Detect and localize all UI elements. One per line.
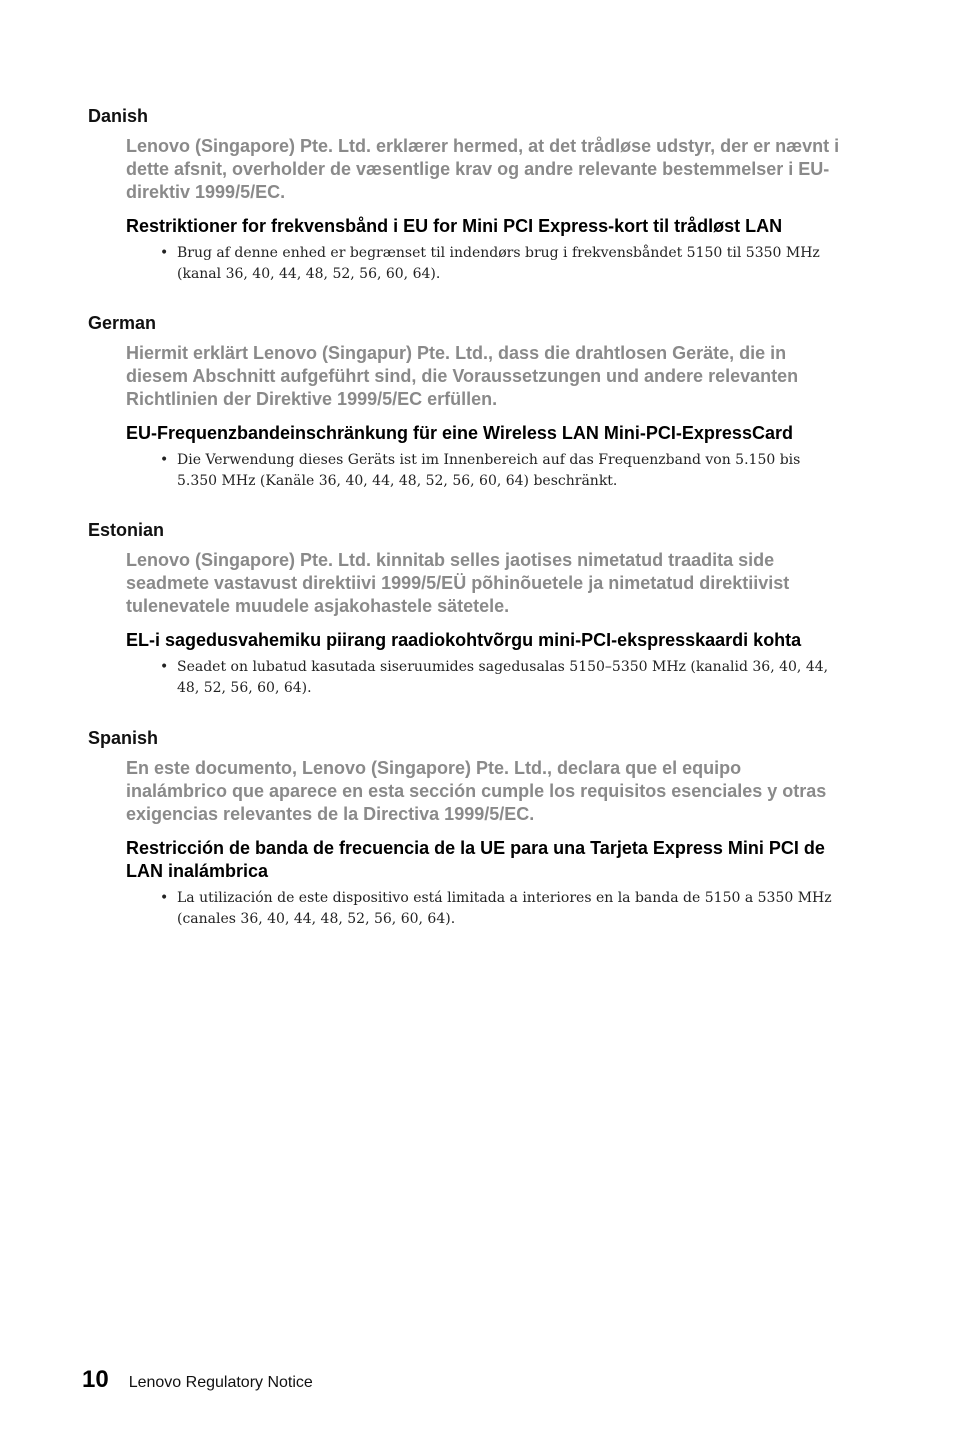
- bullet-text: La utilización de este dispositivo está limitada a interiores en la banda de 5150 a 5350 MHz (canales 36, 40, 44, 48, 52, 56, 60, 64).: [177, 890, 832, 927]
- language-heading: Spanish: [88, 728, 159, 748]
- bullet-text: Seadet on lubatud kasutada siseruumides sagedusalas 5150–5350 MHz (kanalid 36, 40, 44, 48, 52, 56, 60, 64).: [177, 659, 829, 696]
- declaration-text: En este documento, Lenovo (Singapore) Pte. Ltd., declara que el equipo inalámbrico que aparece en esta sección cumple los requisitos esenciales y otras exigencias relevantes de la Directiva 1999/5/EC.: [126, 758, 827, 824]
- restriction-heading: Restricción de banda de frecuencia de la UE para una Tarjeta Express Mini PCI de LAN inalámbrica: [126, 838, 825, 881]
- page-number: 10: [82, 1366, 109, 1393]
- declaration-text: Lenovo (Singapore) Pte. Ltd. kinnitab selles jaotises nimetatud traadita side seadmete vastavust direktiivi 1999/5/EÜ põhinõuetele ja nimetatud direktiivist tulenevatele muudele asjakohastele sätetele.: [126, 550, 790, 616]
- declaration-text: Hiermit erklärt Lenovo (Singapur) Pte. Ltd., dass die drahtlosen Geräte, die in diesem Abschnitt aufgeführt sind, die Voraussetzungen und andere relevanten Richtlinien der Direktive 1999/5/EC erfüllen.: [126, 343, 799, 409]
- section-danish: [88, 105, 848, 285]
- bullet-text: Die Verwendung dieses Geräts ist im Innenbereich auf das Frequenzband von 5.150 bis 5.350 MHz (Kanäle 36, 40, 44, 48, 52, 56, 60, 64) beschränkt.: [177, 452, 801, 489]
- restriction-heading: EU-Frequenzbandeinschränkung für eine Wireless LAN Mini-PCI-ExpressCard: [126, 423, 793, 443]
- language-heading: German: [88, 313, 157, 333]
- page-footer: [82, 1366, 313, 1394]
- list-item: [126, 657, 832, 699]
- bullet-icon: •: [160, 659, 169, 675]
- restriction-heading: EL-i sagedusvahemiku piirang raadiokohtvõrgu mini-PCI-ekspresskaardi kohta: [126, 630, 802, 650]
- bullet-text: Brug af denne enhed er begrænset til indendørs brug i frekvensbåndet 5150 til 5350 MHz (kanal 36, 40, 44, 48, 52, 56, 60, 64).: [177, 245, 820, 282]
- language-heading: Estonian: [88, 520, 165, 540]
- restriction-heading: Restriktioner for frekvensbånd i EU for Mini PCI Express-kort til trådløst LAN: [126, 216, 783, 236]
- bullet-icon: •: [160, 245, 169, 261]
- bullet-list: [126, 450, 832, 492]
- language-heading: Danish: [88, 106, 149, 126]
- bullet-icon: •: [160, 452, 169, 468]
- footer-title: Lenovo Regulatory Notice: [128, 1374, 313, 1391]
- list-item: [126, 450, 832, 492]
- bullet-list: [126, 657, 832, 699]
- section-spanish: [88, 727, 848, 930]
- bullet-icon: •: [160, 890, 169, 906]
- list-item: [126, 243, 832, 285]
- section-german: [88, 312, 848, 492]
- bullet-list: [126, 243, 832, 285]
- declaration-text: Lenovo (Singapore) Pte. Ltd. erklærer hermed, at det trådløse udstyr, der er nævnt i dette afsnit, overholder de væsentlige krav og andre relevante bestemmelser i EU-direktiv 1999/5/EC.: [126, 136, 840, 202]
- bullet-list: [126, 888, 832, 930]
- section-estonian: [88, 519, 848, 699]
- list-item: [126, 888, 832, 930]
